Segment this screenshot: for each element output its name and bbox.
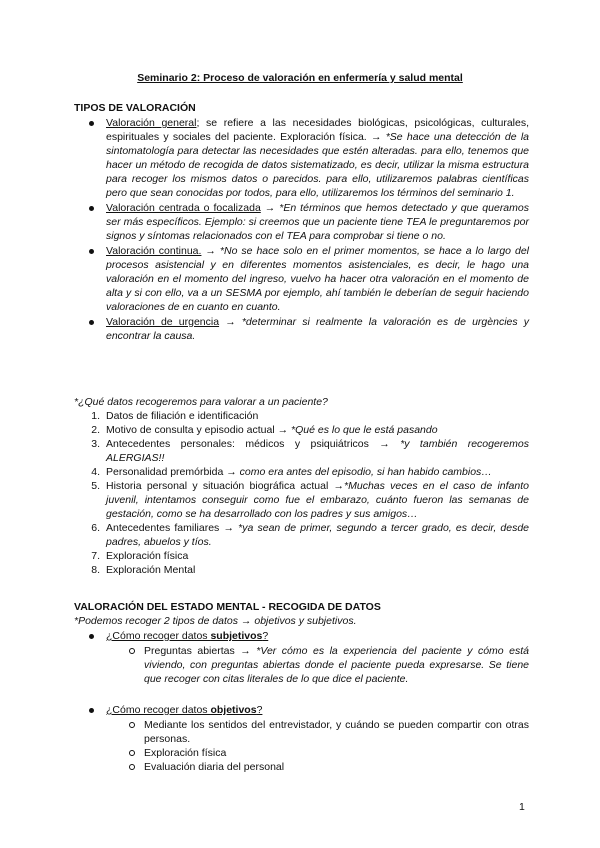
list-item [74,244,529,314]
section2-intro: *Podemos recoger 2 tipos de datos → objetivos y subjetivos. [74,615,357,627]
page-title: Seminario 2: Proceso de valoración en enfermería y salud mental [137,72,463,84]
item-label: Valoración general [106,117,197,129]
item-label: Valoración de urgencia [106,316,220,328]
item-note: *determinar si realmente la valoración es de urgències y encontrar la causa. [106,316,529,342]
item-note: *No se hace solo en el primer momentos, se hace a lo largo del procesos asistencial y en diferentes momentos asistenciales, es decir, le hago una valoración en el momento del ingreso, vuelvo ha hacer otra valoración en el momento de alta y si con ello, va a un SESMA por ejemplo, ahí también le deberían de seguir haciendo valoraciones de en cuanto en cuanto. [106,245,530,313]
valoracion-types-list [74,116,529,344]
objetivos-item: Evaluación diaria del personal [74,760,529,774]
question-text: *¿Qué datos recogeremos para valorar a un paciente? [74,396,328,408]
list-item [74,315,529,343]
section-heading-estado-mental: VALORACIÓN DEL ESTADO MENTAL - RECOGIDA DE DATOS [74,601,381,613]
objetivos-block [74,703,529,774]
item-label: Valoración centrada o focalizada [106,202,261,214]
numbered-item: 8. Exploración Mental [91,564,196,576]
subjetivos-block [74,629,529,686]
item-label: Valoración continua. [106,245,202,257]
item-text: ; se refiere a las necesidades biológicas, psicológicas, culturales, espirituales y sociales del paciente. Exploración física. → [106,117,529,143]
objetivos-item: Mediante los sentidos del entrevistador, y cuándo se pueden compartir con otras personas. [74,718,529,746]
numbered-item: 5. Historia personal y situación biográfica actual →*Muchas veces en el caso de infanto juvenil, intentamos conseguir como fue el embarazo, cuánto fueron las semanas de gestación, como se ha desarrollado con los padres y sus amigos… [91,480,529,520]
numbered-item: 4. Personalidad premórbida → como era antes del episodio, si han habido cambios… [91,466,492,478]
numbered-item: 2. Motivo de consulta y episodio actual → *Qué es lo que le está pasando [91,424,438,436]
numbered-item: 6. Antecedentes familiares → *ya sean de primer, segundo a tercer grado, es decir, desde padres, abuelos y tíos. [91,522,529,548]
item-note: *Se hace una detección de la sintomatología para detectar las necesidades que estén alteradas. para ello, tenemos que hacer un método de recogida de datos sistematizado, es decir, utilizar la misma estructura para recoger los mismos datos o parecidos. para ello, utilizaremos palabras científicas pero que sean conocidas por todos, para ello, utilizaremos los términos del seminario 1. [106,131,529,199]
list-item [74,201,529,243]
subjetivos-item: Preguntas abiertas → *Ver cómo es la experiencia del paciente y cómo está viviendo, con preguntas abiertas donde el paciente pueda expresarse. Se tiene que recoger con citas literales de lo que dice el paciente. [74,644,529,686]
objetivos-question: ¿Cómo recoger datos objetivos? [74,703,529,717]
section-heading-tipos: TIPOS DE VALORACIÓN [74,102,196,114]
data-numbered-list [74,409,529,577]
numbered-item: 3. Antecedentes personales: médicos y psiquiátricos → *y también recogeremos ALERGIAS!! [91,438,529,464]
page-number: 1 [519,801,525,813]
numbered-item: 1. Datos de filiación e identificación [91,410,259,422]
objetivos-item: Exploración física [74,746,529,760]
item-text: → [260,202,280,214]
list-item [74,116,529,200]
item-note: *En términos que hemos detectado y que queramos ser más específicos. Ejemplo: si creemos que un paciente tiene TEA le preguntaremos por signos y síntomas relacionados con el TEA para comprobar si tiene o no. [106,202,529,242]
subjetivos-question: ¿Cómo recoger datos subjetivos? [74,629,529,643]
item-text: → [201,245,220,257]
numbered-item: 7. Exploración física [91,550,189,562]
item-text: → [219,316,242,328]
